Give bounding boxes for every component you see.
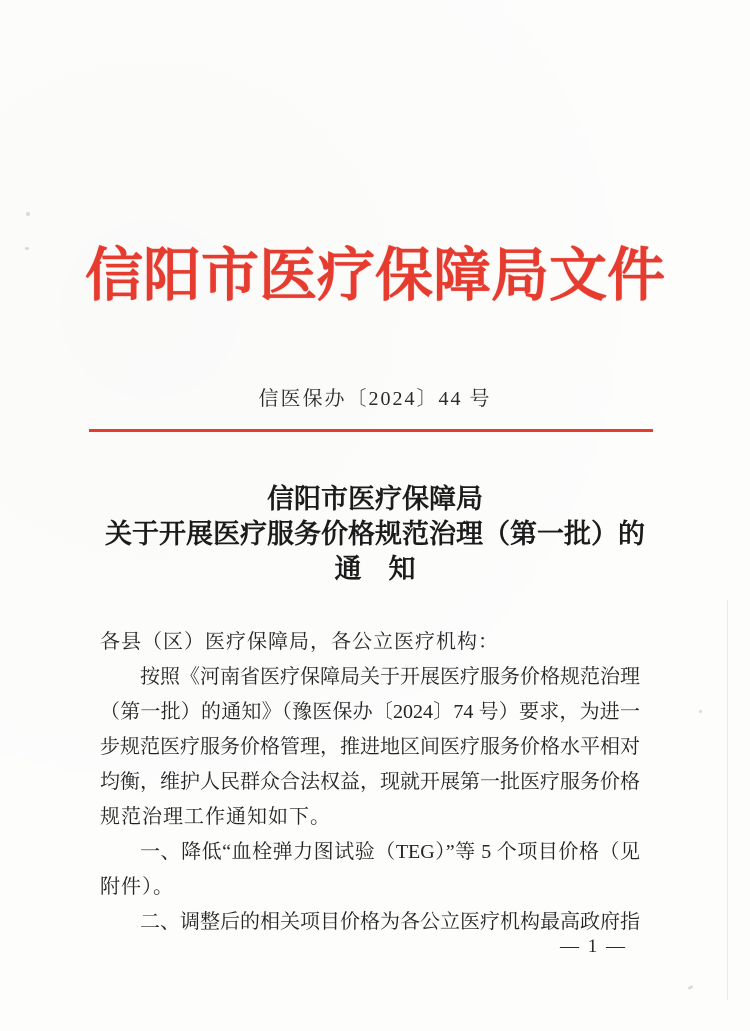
body-line-item-1: 一、降低“血栓弹力图试验（TEG）”等 5 个项目价格（见: [140, 841, 640, 863]
notice-title-line-3: 通 知: [334, 554, 416, 584]
scan-speck: [25, 247, 29, 250]
notice-title-line-1: 信阳市医疗保障局: [267, 484, 483, 514]
body-line-item-2: 二、调整后的相关项目价格为各公立医疗机构最高政府指: [140, 911, 640, 933]
body-line: 均衡，维护人民群众合法权益，现就开展第一批医疗服务价格: [100, 771, 640, 793]
scan-speck: [699, 710, 702, 713]
document-number: 信医保办〔2024〕44 号: [258, 388, 492, 410]
notice-title: [50, 482, 700, 587]
body-line: （第一批）的通知》（豫医保办〔2024〕74 号）要求，为进一: [100, 701, 640, 723]
body-line: 按照《河南省医疗保障局关于开展医疗服务价格规范治理: [140, 666, 640, 688]
body-line: 规范治理工作通知如下。: [100, 806, 331, 828]
notice-title-line-2: 关于开展医疗服务价格规范治理（第一批）的: [105, 519, 645, 549]
body-line: 步规范医疗服务价格管理，推进地区间医疗服务价格水平相对: [100, 736, 640, 758]
red-divider-rule: [89, 429, 653, 432]
scan-speck: [688, 985, 694, 990]
page-number: — 1 —: [560, 936, 627, 957]
scan-edge-line: [727, 600, 728, 1000]
notice-body: [100, 625, 640, 940]
body-line-salutation: 各县（区）医疗保障局，各公立医疗机构：: [100, 631, 499, 653]
body-line: 附件）。: [100, 876, 174, 898]
agency-masthead-title: 信阳市医疗保障局文件: [84, 243, 665, 308]
scan-speck: [26, 212, 30, 216]
